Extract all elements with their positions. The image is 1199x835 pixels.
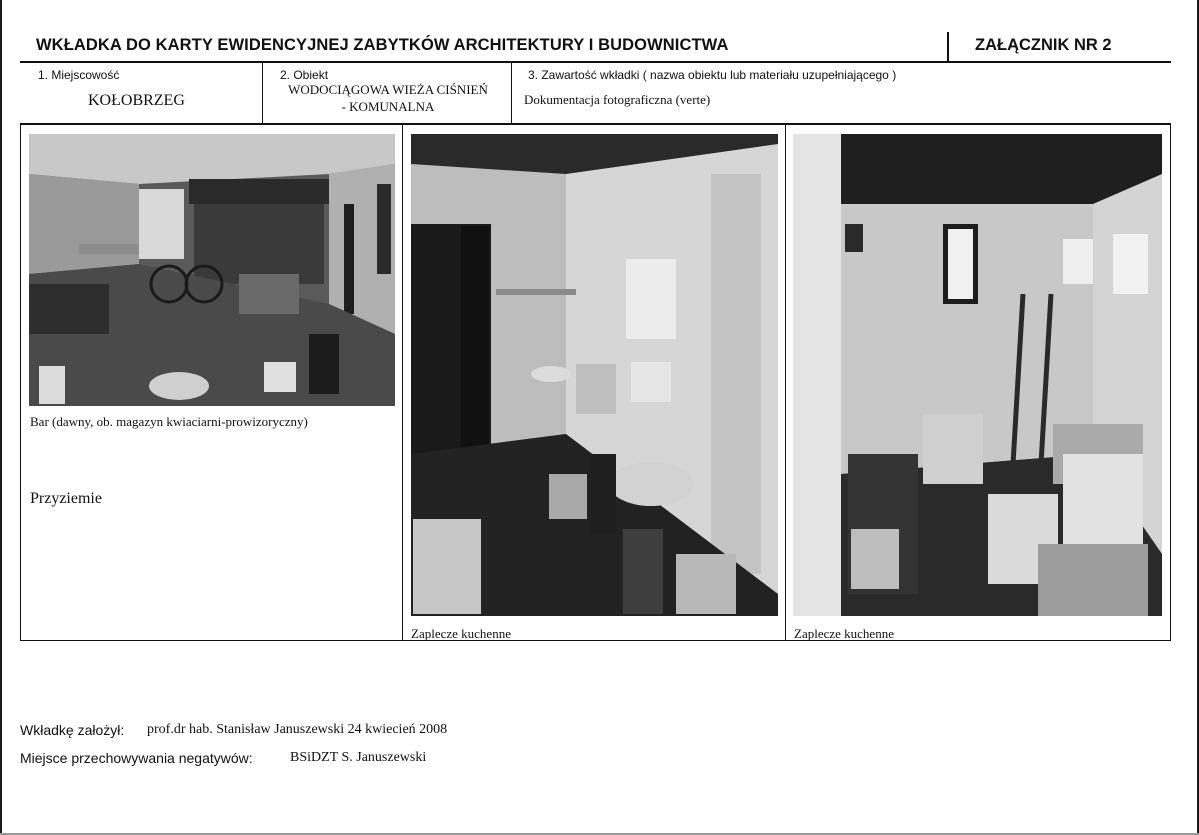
contents-value: Dokumentacja fotograficzna (verte) [524, 92, 711, 107]
contents-label: 3. Zawartość wkładki ( nazwa obiektu lub materiału uzupełniającego ) [528, 68, 897, 82]
photo-kitchen-back-1 [411, 134, 778, 616]
object-value-line2: - KOMUNALNA [341, 99, 435, 114]
locality-label: 1. Miejscowość [38, 68, 120, 82]
locality-value: KOŁOBRZEG [88, 92, 185, 109]
object-label: 2. Obiekt [280, 68, 329, 82]
rule-top [20, 61, 1171, 63]
negatives-label: Miejsce przechowywania negatywów: [20, 750, 253, 766]
caption-photo-3: Zaplecze kuchenne [794, 626, 894, 641]
photo-divider-2 [785, 124, 786, 641]
photo-bar-storage [29, 134, 395, 406]
subcaption-photo-1: Przyziemie [30, 490, 102, 507]
header-divider [947, 32, 949, 62]
object-value-line1: WODOCIĄGOWA WIEŻA CIŚNIEŃ [288, 82, 488, 97]
annex-label: ZAŁĄCZNIK NR 2 [975, 36, 1112, 54]
author-value: prof.dr hab. Stanisław Januszewski 24 kwiecień 2008 [147, 722, 448, 737]
field-divider-2 [511, 62, 512, 124]
caption-photo-2: Zaplecze kuchenne [411, 626, 511, 641]
author-label: Wkładkę założył: [20, 722, 125, 738]
photo-divider-1 [402, 124, 403, 641]
caption-photo-1: Bar (dawny, ob. magazyn kwiaciarni-prowizoryczny) [30, 414, 308, 429]
photo-kitchen-back-2 [793, 134, 1162, 616]
form-title: WKŁADKA DO KARTY EWIDENCYJNEJ ZABYTKÓW ARCHITEKTURY I BUDOWNICTWA [36, 36, 729, 54]
negatives-value: BSiDZT S. Januszewski [290, 750, 427, 765]
page-frame-left [0, 0, 2, 835]
field-divider-1 [262, 62, 263, 124]
